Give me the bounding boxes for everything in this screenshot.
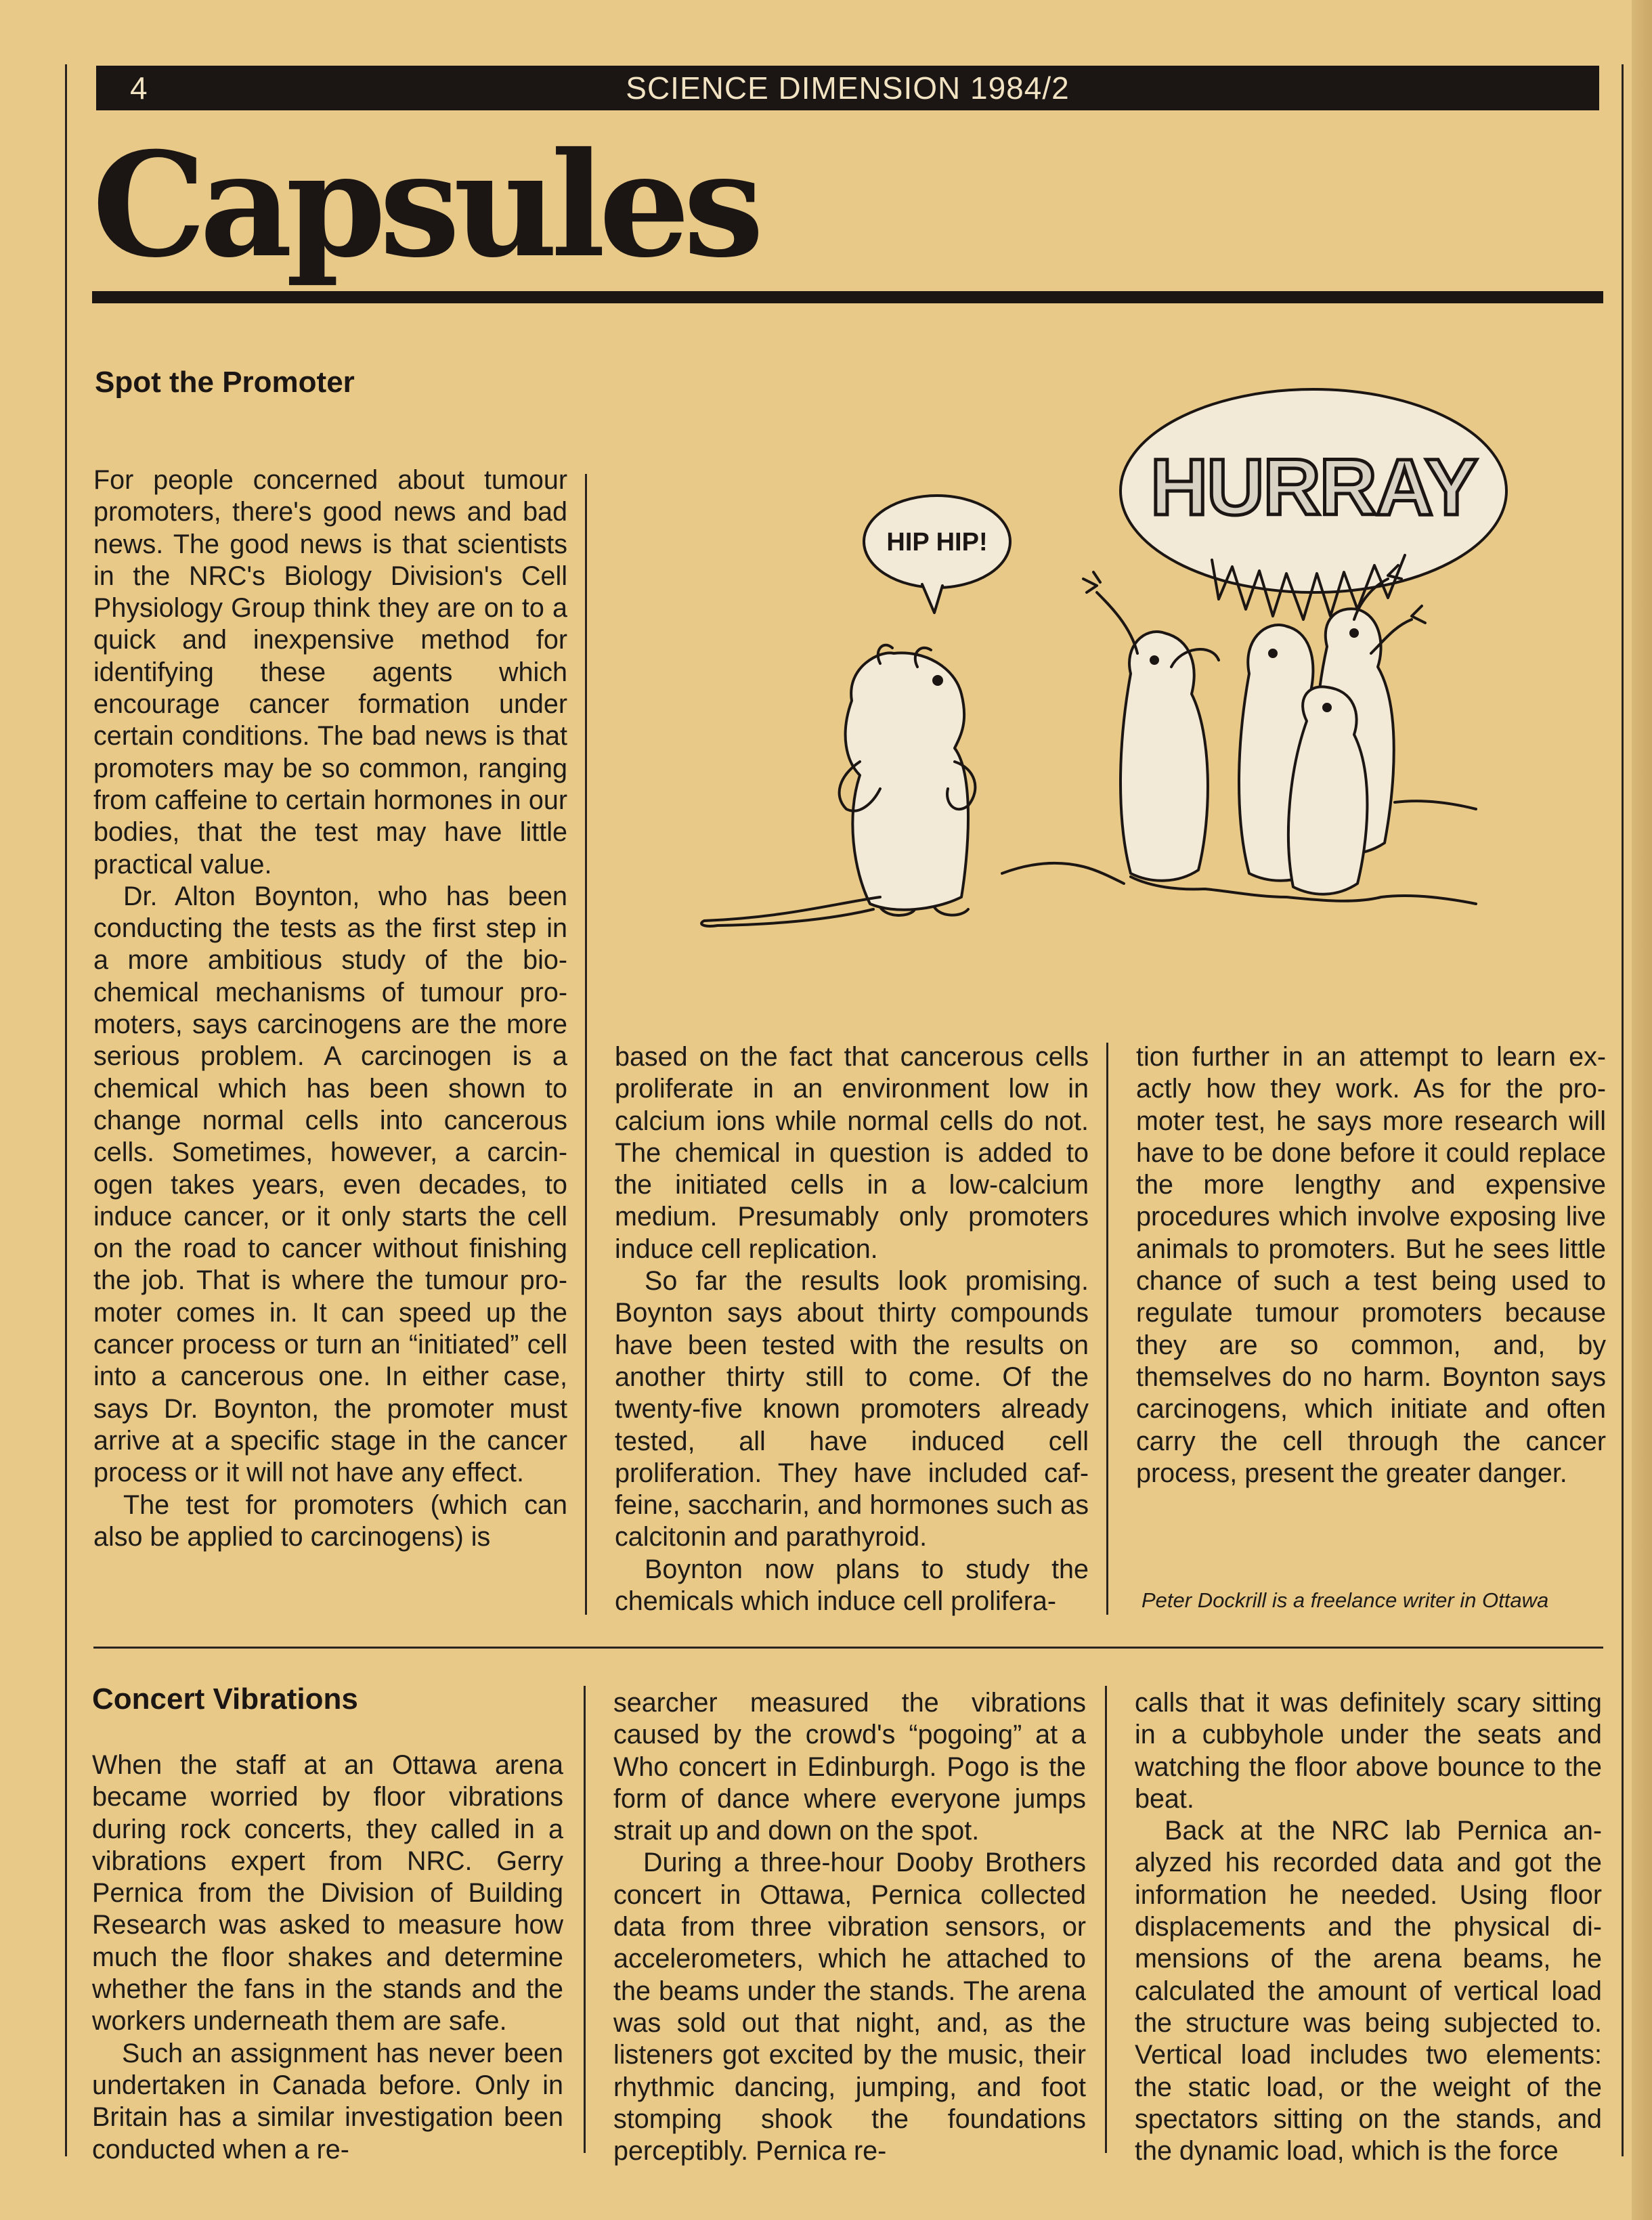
column-divider bbox=[585, 474, 587, 1615]
paragraph: tion further in an attempt to learn exactly how they work. As for the promoter test, he says more research will have to be done before it could replace the more lengthy and expensive procedures which involve exposing live animals to promoters. But he sees little chance of such a test being used to regulate tumour promoters because they are so common, and, by themselves do no harm. Boynton says carcinogens, which initiate and often carry the cell through the cancer process, present the greater danger. bbox=[1136, 1042, 1606, 1488]
article1-column-2 bbox=[615, 1041, 1089, 1617]
paragraph: During a three-hour Dooby Brothers concert in Ottawa, Pernica collected data from three vibration sensors, or accelerometers, which he attached to the beams under the stands. The arena was sold out that night, and, as the listeners got excited by the music, their rhythmic dancing, jumping, and foot stomping shook the foundations perceptibly. Pernica re- bbox=[613, 1848, 1086, 2167]
paragraph: When the staff at an Ottawa arena became worried by floor vibrations during rock concerts, they called in a vibrations expert from NRC. Gerry Pernica from the Division of Building Research was asked to measure how much the floor shakes and determine whether the fans in the stands and the workers underneath them are safe. bbox=[92, 1750, 563, 2037]
bubble-text-large: HURRAY bbox=[1150, 443, 1477, 532]
article2-column-1 bbox=[92, 1749, 563, 2166]
column-divider bbox=[1106, 1043, 1108, 1615]
publication-title: SCIENCE DIMENSION 1984/2 bbox=[626, 70, 1070, 106]
paragraph: So far the results look promising. Boynton says about thirty compounds have been tested with the results on another thirty still to come. Of the twenty-five known promoters already tested, all have induced cell proliferation. They have included caffeine, saccharin, and hormones such as calcitonin and parathyroid. bbox=[615, 1266, 1089, 1552]
paragraph: The test for promoters (which can also be applied to carcinogens) is bbox=[93, 1489, 567, 1552]
page-number: 4 bbox=[130, 70, 148, 106]
article-title-spot-the-promoter: Spot the Promoter bbox=[95, 366, 355, 399]
bubble-text-small: HIP HIP! bbox=[886, 528, 988, 557]
left-margin-rule bbox=[65, 64, 67, 2156]
masthead-rule bbox=[92, 291, 1603, 303]
paragraph: calls that it was definitely scary sitting in a cubbyhole under the seats and watching the floor above bounce to the beat. bbox=[1135, 1688, 1602, 1814]
column-divider bbox=[1105, 1686, 1107, 2153]
page-edge bbox=[1632, 0, 1652, 2220]
author-credit: Peter Dockrill is a freelance writer in Ottawa bbox=[1142, 1588, 1549, 1612]
paragraph: Back at the NRC lab Pernica analyzed his recorded data and got the information he needed. Using floor displacements and the physical dimensions of the arena beams, he calculated the amount of vertical load the structure was being subjected to. Vertical load includes two elements: the static load, or the weight of the spectators sitting on the stands, and the dynamic load, which is the force bbox=[1135, 1816, 1602, 2167]
paragraph: based on the fact that cancerous cells proliferate in an environment low in calcium ions while normal cells do not. The chemical in question is added to the initiated cells in a low-calcium medium. Presumably only promoters induce cell replication. bbox=[615, 1042, 1089, 1264]
running-header bbox=[96, 66, 1599, 110]
paragraph: searcher measured the vibrations caused by the crowd's “pogoing” at a Who concert in Edinburgh. Pogo is the form of dance where everyone jumps strait up and down on the spot. bbox=[613, 1688, 1086, 1846]
column-divider bbox=[584, 1686, 586, 2153]
article1-column-3 bbox=[1136, 1041, 1606, 1489]
paragraph: Boynton now plans to study the chemicals which induce cell prolifera- bbox=[615, 1554, 1089, 1617]
paragraph: Such an assignment has never been undertaken in Canada before. Only in Britain has a similar investigation been conducted when a re- bbox=[92, 2038, 563, 2164]
article2-column-3 bbox=[1135, 1687, 1602, 2167]
section-masthead: Capsules bbox=[92, 121, 758, 289]
article1-column-1 bbox=[93, 464, 567, 1553]
article2-column-2 bbox=[613, 1687, 1086, 2167]
paragraph: Dr. Alton Boynton, who has been conducting the tests as the first step in a more ambitious study of the biochemical mechanisms of tumour promoters, says carcinogens are the more serious problem. A carcinogen is a chemical which has been shown to change normal cells into cancerous cells. Sometimes, however, a carcinogen takes years, even decades, to induce cancer, or it only starts the cell on the road to cancer without finishing the job. That is where the tumour promoter comes in. It can speed up the cancer process or turn an “initiated” cell into a cancerous one. In either case, says Dr. Boynton, the promoter must arrive at a specific stage in the cancer process or it will not have any effect. bbox=[93, 881, 567, 1488]
article-title-concert-vibrations: Concert Vibrations bbox=[92, 1682, 358, 1716]
right-margin-rule bbox=[1622, 64, 1624, 2156]
section-separator bbox=[93, 1647, 1603, 1649]
cartoon-illustration bbox=[677, 383, 1544, 951]
paragraph: For people concerned about tumour promoters, there's good news and bad news. The good news is that scientists in the NRC's Biology Division's Cell Physiology Group think they are on to a quick and inexpensive method for identifying these agents which encourage cancer formation under certain conditions. The bad news is that promoters may be so common, ranging from caffeine to certain hormones in our bodies, that the test may have little practical value. bbox=[93, 465, 567, 879]
